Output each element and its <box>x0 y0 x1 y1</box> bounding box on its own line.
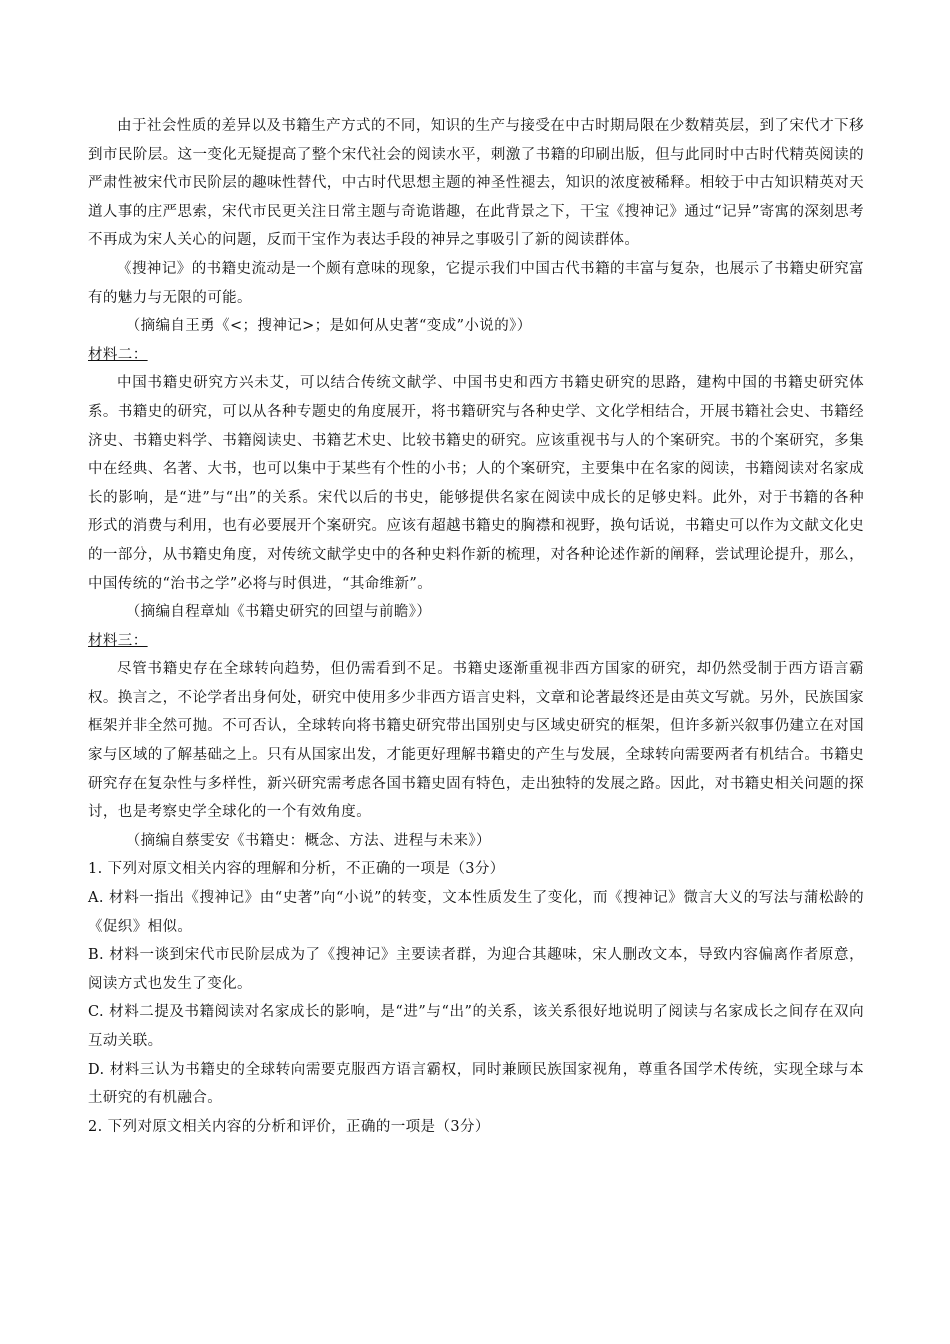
material3-heading: 材料三： <box>88 632 148 649</box>
material3-citation: （摘编自蔡雯安《书籍史：概念、方法、进程与未来》） <box>125 832 491 849</box>
question-1-option-a: A. 材料一指出《搜神记》由“史著”向“小说”的转变，文本性质发生了变化，而《搜神记》微言大义的写法与蒲松龄的《促织》相似。 <box>88 890 864 935</box>
material1-paragraph-1: 由于社会性质的差异以及书籍生产方式的不同，知识的生产与接受在中古时期局限在少数精英层，到了宋代才下移到市民阶层。这一变化无疑提高了整个宋代社会的阅读水平，刺激了书籍的印刷出版，但与此同时中古时代精英阅读的严肃性被宋代市民阶层的趣味性替代，中古时代思想主题的神圣性褪去，知识的浓度被稀释。相较于中古知识精英对天道人事的庄严思索，宋代市民更关注日常主题与奇诡谐趣，在此背景之下，干宝《搜神记》通过“记异”寄寓的深刻思考不再成为宋人关心的问题，反而干宝作为表达手段的神异之事吸引了新的阅读群体。 <box>88 118 864 249</box>
question-1-option-b: B. 材料一谈到宋代市民阶层成为了《搜神记》主要读者群，为迎合其趣味，宋人删改文本，导致内容偏离作者原意，阅读方式也发生了变化。 <box>88 947 864 992</box>
material1-paragraph-2: 《搜神记》的书籍史流动是一个颇有意味的现象，它提示我们中国古代书籍的丰富与复杂，也展示了书籍史研究富有的魅力与无限的可能。 <box>88 260 864 306</box>
question-2-stem: 2. 下列对原文相关内容的分析和评价，正确的一项是（3分） <box>88 1118 490 1135</box>
material2-heading: 材料二： <box>88 346 148 363</box>
document-page <box>88 112 864 1141</box>
material1-citation: （摘编自王勇《<；搜神记>；是如何从史著“变成”小说的》） <box>125 318 532 335</box>
question-1-option-c: C. 材料二提及书籍阅读对名家成长的影响，是“进”与“出”的关系，该关系很好地说明了阅读与名家成长之间存在双向互动关联。 <box>88 1004 864 1049</box>
question-1-option-d: D. 材料三认为书籍史的全球转向需要克服西方语言霸权，同时兼顾民族国家视角，尊重各国学术传统，实现全球与本土研究的有机融合。 <box>88 1061 864 1107</box>
question-1-stem: 1. 下列对原文相关内容的理解和分析，不正确的一项是（3分） <box>88 861 505 878</box>
material2-citation: （摘编自程章灿《书籍史研究的回望与前瞻》） <box>125 604 432 621</box>
material2-paragraph: 中国书籍史研究方兴未艾，可以结合传统文献学、中国书史和西方书籍史研究的思路，建构中国的书籍史研究体系。书籍史的研究，可以从各种专题史的角度展开，将书籍研究与各种史学、文化学相结合，开展书籍社会史、书籍经济史、书籍史料学、书籍阅读史、书籍艺术史、比较书籍史的研究。应该重视书与人的个案研究。书的个案研究，多集中在经典、名著、大书，也可以集中于某些有个性的小书；人的个案研究，主要集中在名家的阅读，书籍阅读对名家成长的影响，是“进”与“出”的关系。宋代以后的书史，能够提供名家在阅读中成长的足够史料。此外，对于书籍的各种形式的消费与利用，也有必要展开个案研究。应该有超越书籍史的胸襟和视野，换句话说，书籍史可以作为文献文化史的一部分，从书籍史角度，对传统文献学史中的各种史料作新的梳理，对各种论述作新的阐释，尝试理论提升，那么，中国传统的“治书之学”必将与时俱进，“其命维新”。 <box>88 375 864 592</box>
material3-paragraph: 尽管书籍史存在全球转向趋势，但仍需看到不足。书籍史逐渐重视非西方国家的研究，却仍然受制于西方语言霸权。换言之，不论学者出身何处，研究中使用多少非西方语言史料，文章和论著最终还是由英文写就。另外，民族国家框架并非全然可抛。不可否认，全球转向将书籍史研究带出国别史与区域史研究的框架，但许多新兴叙事仍建立在对国家与区域的了解基础之上。只有从国家出发，才能更好理解书籍史的产生与发展，全球转向需要两者有机结合。书籍史研究存在复杂性与多样性，新兴研究需考虑各国书籍史固有特色，走出独特的发展之路。因此，对书籍史相关问题的探讨，也是考察史学全球化的一个有效角度。 <box>88 661 864 821</box>
